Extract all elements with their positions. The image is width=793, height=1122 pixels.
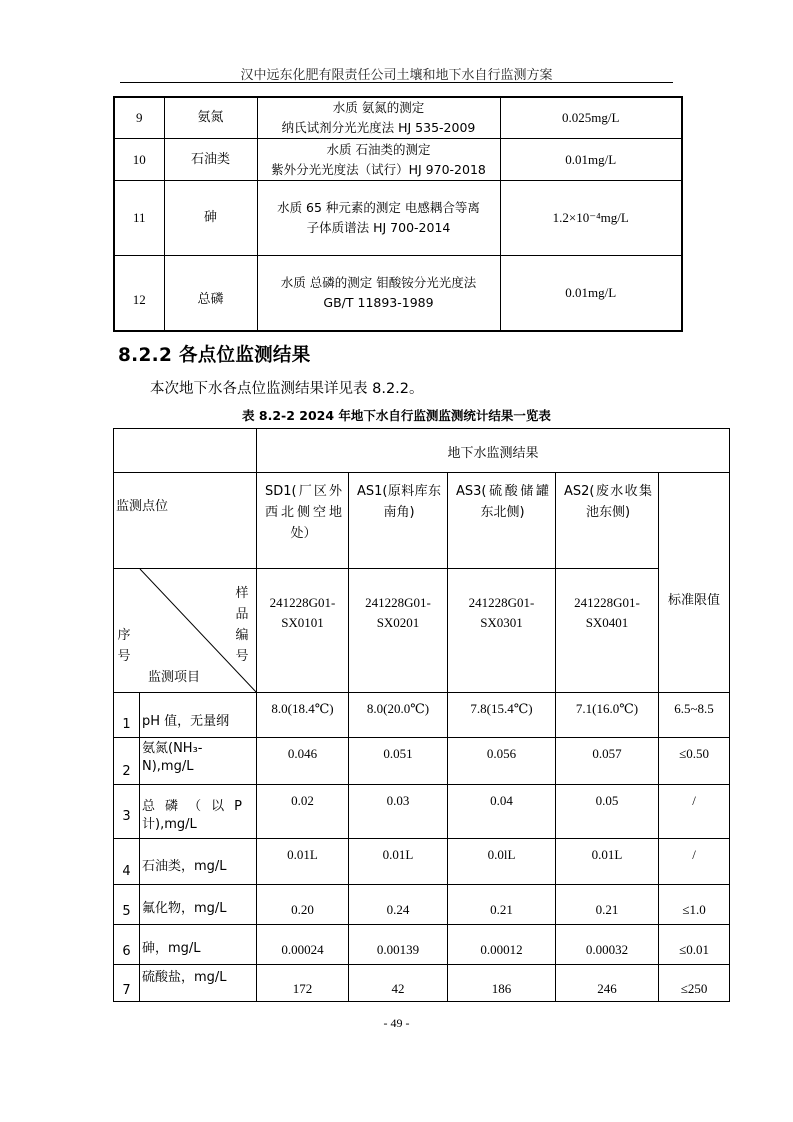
site-name: AS1(原料库东南角) xyxy=(349,473,448,569)
row-value: 0.05 xyxy=(556,785,659,839)
group-title: 地下水监测结果 xyxy=(257,429,730,473)
method-row-no: 10 xyxy=(114,139,164,181)
body-paragraph: 本次地下水各点位监测结果详见表 8.2.2。 xyxy=(150,381,424,397)
method-row-item: 氨氮 xyxy=(164,97,257,139)
row-no: 4 xyxy=(114,841,140,887)
site-name: SD1(厂区外西北侧空地处） xyxy=(257,473,349,569)
method-row-no: 11 xyxy=(114,181,164,256)
row-value: 0.21 xyxy=(556,885,659,925)
row-value: 246 xyxy=(556,965,659,1002)
row-value: 0.02 xyxy=(257,785,349,839)
table-row xyxy=(114,839,730,885)
row-standard: ≤1.0 xyxy=(659,885,730,925)
row-value: 0.00024 xyxy=(257,925,349,965)
sample-id: 241228G01-SX0301 xyxy=(448,569,556,693)
method-row-method: 水质 总磷的测定 钼酸铵分光光度法 GB/T 11893-1989 xyxy=(257,256,500,331)
row-value: 0.20 xyxy=(257,885,349,925)
row-value: 0.04 xyxy=(448,785,556,839)
row-standard: ≤0.01 xyxy=(659,925,730,965)
diagonal-header-cell xyxy=(114,569,257,693)
sample-id: 241228G01-SX0101 xyxy=(257,569,349,693)
row-standard: / xyxy=(659,839,730,885)
row-item: 氟化物，mg/L xyxy=(140,885,257,925)
row-item: pH 值，无量纲 xyxy=(140,693,257,738)
method-row-no: 12 xyxy=(114,256,164,331)
row-item: 石油类，mg/L xyxy=(140,839,257,885)
table-row xyxy=(114,785,730,839)
row-value: 8.0(18.4℃) xyxy=(257,693,349,738)
row-value: 0.03 xyxy=(349,785,448,839)
method-row-method: 水质 石油类的测定 紫外分光光度法（试行）HJ 970-2018 xyxy=(257,139,500,181)
row-value: 8.0(20.0℃) xyxy=(349,693,448,738)
row-value: 42 xyxy=(349,965,448,1002)
method-row-method: 水质 氨氮的测定 纳氏试剂分光光度法 HJ 535-2009 xyxy=(257,97,500,139)
site-label: 监测点位 xyxy=(114,473,257,569)
item-label: 监测项目 xyxy=(148,670,201,685)
row-value: 7.8(15.4℃) xyxy=(448,693,556,738)
row-item: 砷，mg/L xyxy=(140,925,257,965)
row-standard: ≤0.50 xyxy=(659,738,730,785)
row-value: 0.01L xyxy=(349,839,448,885)
method-row-limit: 0.01mg/L xyxy=(500,139,682,181)
section-heading: 8.2.2 各点位监测结果 xyxy=(118,345,311,366)
method-row xyxy=(114,97,682,139)
row-no: 7 xyxy=(114,967,140,1004)
row-value: 0.056 xyxy=(448,738,556,785)
row-value: 172 xyxy=(257,965,349,1002)
row-value: 0.057 xyxy=(556,738,659,785)
row-value: 0.00032 xyxy=(556,925,659,965)
method-row-item: 石油类 xyxy=(164,139,257,181)
blank-corner xyxy=(114,429,257,473)
row-standard: / xyxy=(659,785,730,839)
method-row xyxy=(114,181,682,256)
row-value: 0.01L xyxy=(556,839,659,885)
row-value: 0.01L xyxy=(257,839,349,885)
table-row xyxy=(114,965,730,1002)
row-value: 0.051 xyxy=(349,738,448,785)
method-row-method: 水质 65 种元素的测定 电感耦合等离子体质谱法 HJ 700-2014 xyxy=(257,181,500,256)
row-no: 2 xyxy=(114,740,140,787)
page-number: - 49 - xyxy=(383,1016,410,1030)
standard-label: 标准限值 xyxy=(659,473,730,693)
method-table xyxy=(113,96,683,332)
method-row xyxy=(114,139,682,181)
row-value: 0.24 xyxy=(349,885,448,925)
results-table xyxy=(113,428,730,1002)
method-row-limit: 0.01mg/L xyxy=(500,256,682,331)
method-row-item: 砷 xyxy=(164,181,257,256)
row-value: 0.00139 xyxy=(349,925,448,965)
row-standard: 6.5~8.5 xyxy=(659,693,730,738)
method-row-limit: 1.2×10⁻⁴mg/L xyxy=(500,181,682,256)
sample-label: 样品编号 xyxy=(235,586,249,664)
row-value: 0.00012 xyxy=(448,925,556,965)
row-no: 5 xyxy=(114,887,140,927)
row-standard: ≤250 xyxy=(659,965,730,1002)
sample-id: 241228G01-SX0201 xyxy=(349,569,448,693)
site-name: AS3(硫酸储罐东北侧) xyxy=(448,473,556,569)
row-no: 3 xyxy=(114,787,140,841)
table-caption: 表 8.2-2 2024 年地下水自行监测监测统计结果一览表 xyxy=(242,408,551,423)
row-no: 6 xyxy=(114,927,140,967)
row-value: 186 xyxy=(448,965,556,1002)
method-row-item: 总磷 xyxy=(164,256,257,331)
method-row-limit: 0.025mg/L xyxy=(500,97,682,139)
row-value: 7.1(16.0℃) xyxy=(556,693,659,738)
row-value: 0.21 xyxy=(448,885,556,925)
row-item: 氨氮(NH₃-N),mg/L xyxy=(140,738,257,785)
method-row xyxy=(114,256,682,331)
table-row xyxy=(114,885,730,925)
site-name: AS2(废水收集池东侧) xyxy=(556,473,659,569)
row-value: 0.046 xyxy=(257,738,349,785)
seq-label: 序号 xyxy=(117,628,131,664)
row-item: 硫酸盐，mg/L xyxy=(140,965,257,1002)
row-value: 0.0lL xyxy=(448,839,556,885)
row-no: 1 xyxy=(114,695,140,740)
table-row xyxy=(114,738,730,785)
running-header: 汉中远东化肥有限责任公司土壤和地下水自行监测方案 xyxy=(240,68,553,83)
sample-id: 241228G01-SX0401 xyxy=(556,569,659,693)
table-row xyxy=(114,693,730,738)
row-item: 总磷（以P计),mg/L xyxy=(140,785,257,839)
table-row xyxy=(114,925,730,965)
method-row-no: 9 xyxy=(114,97,164,139)
header-rule xyxy=(120,82,673,83)
